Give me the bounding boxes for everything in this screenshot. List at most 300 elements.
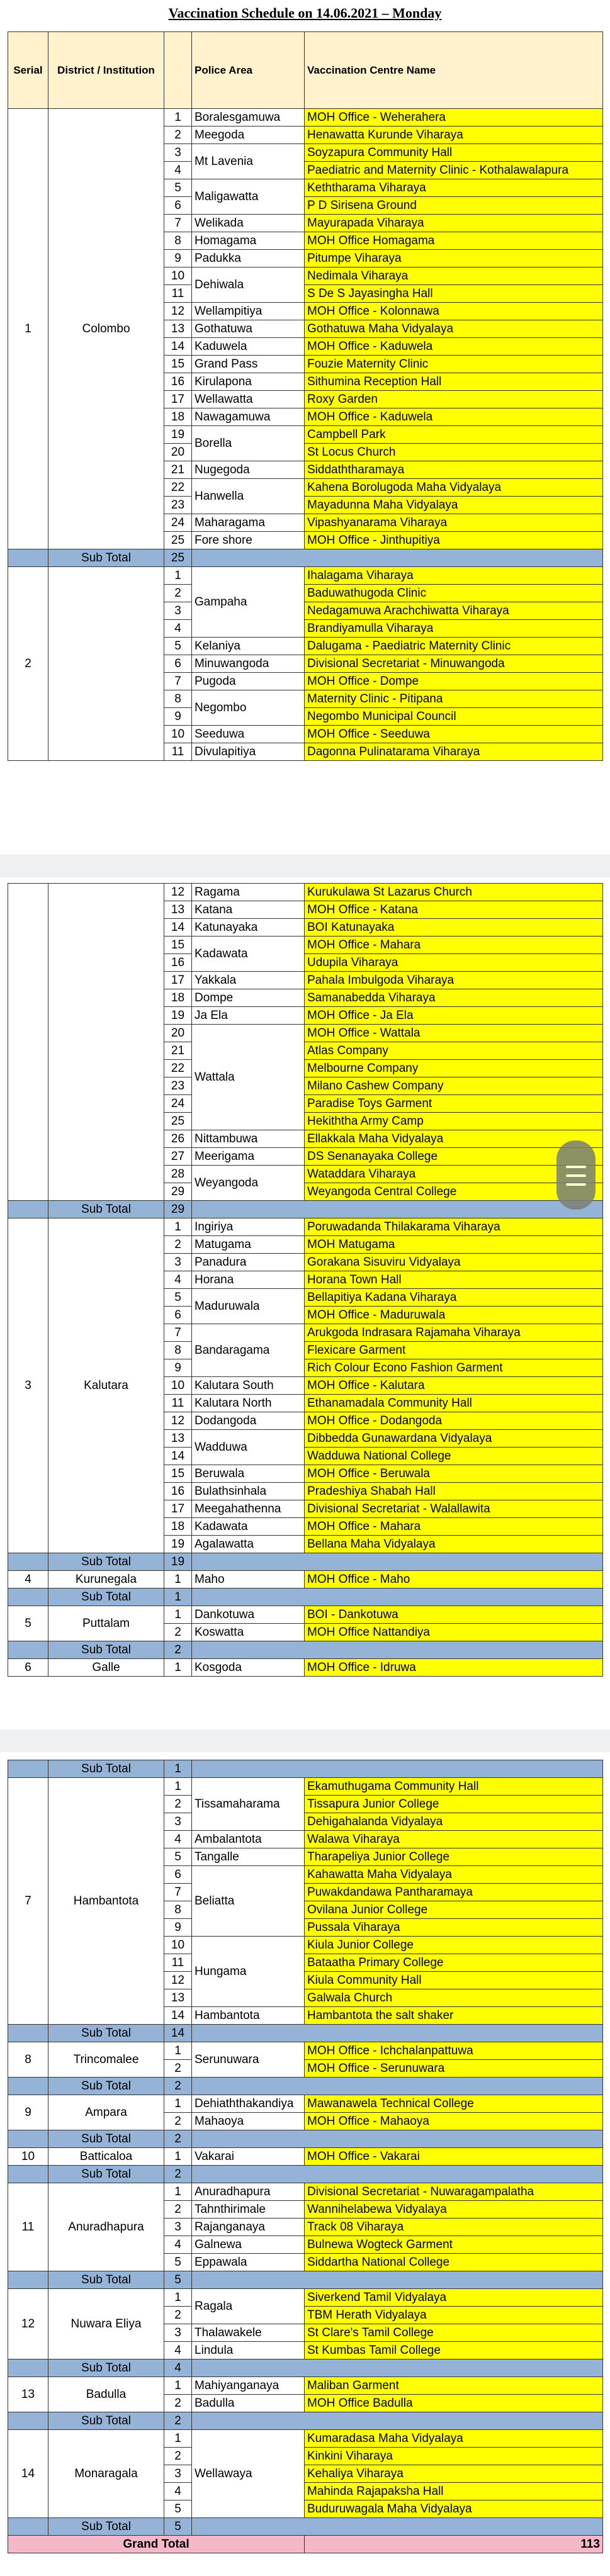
district-cell: Kurunegala [48, 1571, 164, 1589]
police-area-cell: Grand Pass [192, 356, 305, 373]
police-area-cell: Ragama [192, 884, 305, 901]
serial-cell: 12 [8, 2289, 48, 2359]
row-number: 5 [164, 1289, 192, 1307]
vaccination-centre-cell: St Locus Church [305, 444, 603, 461]
vaccination-centre-cell: Dehigahalanda Vidyalaya [305, 1813, 603, 1831]
police-area-cell: Horana [192, 1271, 305, 1289]
row-number: 25 [164, 1113, 192, 1130]
vaccination-centre-cell: MOH Office - Kaduwela [305, 408, 603, 426]
row-number: 11 [164, 1954, 192, 1972]
vaccination-centre-cell: Ellakkala Maha Vidyalaya [305, 1130, 603, 1148]
row-number: 10 [164, 267, 192, 285]
row-number: 27 [164, 1148, 192, 1166]
serial-cell: 7 [8, 1778, 48, 2025]
vaccination-centre-cell: MOH Office Nattandiya [305, 1624, 603, 1641]
subtotal-label: Sub Total [48, 1589, 164, 1606]
police-area-cell: Bandaragama [192, 1324, 305, 1377]
table-row [8, 567, 603, 585]
vaccination-centre-cell: Tissapura Junior College [305, 1796, 603, 1813]
vaccination-centre-cell: Puwakdandawa Pantharamaya [305, 1884, 603, 1901]
vaccination-centre-cell: Bulnewa Wogteck Garment [305, 2236, 603, 2254]
vaccination-centre-cell: TBM Herath Vidyalaya [305, 2307, 603, 2324]
row-number: 16 [164, 1483, 192, 1500]
vaccination-centre-cell: Ihalagama Viharaya [305, 567, 603, 585]
district-cell: Monaragala [48, 2430, 164, 2518]
vaccination-centre-cell: MOH Office - Ja Ela [305, 1007, 603, 1025]
police-area-cell: Kelaniya [192, 638, 305, 655]
row-number: 3 [164, 1813, 192, 1831]
row-number: 1 [164, 2377, 192, 2395]
table-row [8, 1606, 603, 1624]
police-area-cell: Boralesgamuwa [192, 109, 305, 127]
vaccination-centre-cell: Track 08 Viharaya [305, 2219, 603, 2236]
row-number: 9 [164, 1919, 192, 1937]
row-number: 14 [164, 2007, 192, 2025]
police-area-cell: Seeduwa [192, 726, 305, 743]
vaccination-centre-cell: Weyangoda Central College [305, 1183, 603, 1201]
row-number: 24 [164, 1095, 192, 1113]
row-number: 13 [164, 320, 192, 338]
schedule-page-2 [8, 883, 602, 1677]
police-area-cell: Koswatta [192, 1624, 305, 1641]
subtotal-fill [192, 549, 603, 567]
subtotal-label: Sub Total [48, 2025, 164, 2042]
number-header [164, 32, 192, 109]
row-number: 7 [164, 1884, 192, 1901]
subtotal-row [8, 2025, 603, 2042]
row-number: 13 [164, 901, 192, 919]
police-area-cell: Dompe [192, 989, 305, 1007]
table-row [8, 2042, 603, 2060]
row-number: 2 [164, 1796, 192, 1813]
vaccination-centre-cell: MOH Office - Mahaoya [305, 2113, 603, 2130]
vaccination-centre-cell: Mahinda Rajapaksha Hall [305, 2483, 603, 2500]
row-number: 1 [164, 1218, 192, 1236]
subtotal-value: 19 [164, 1553, 192, 1571]
vaccination-centre-cell: Mayadunna Maha Vidyalaya [305, 497, 603, 514]
table-row [8, 2289, 603, 2307]
subtotal-fill [192, 2078, 603, 2095]
row-number: 10 [164, 1937, 192, 1954]
vaccination-centre-cell: MOH Office - Jinthupitiya [305, 532, 603, 549]
row-number: 17 [164, 1500, 192, 1518]
page-gap [0, 1730, 610, 1752]
police-area-cell: Rajanganaya [192, 2219, 305, 2236]
subtotal-fill [192, 1589, 603, 1606]
police-area-cell: Badulla [192, 2395, 305, 2412]
subtotal-blank [8, 2130, 48, 2148]
row-number: 9 [164, 1359, 192, 1377]
row-number: 15 [164, 1465, 192, 1483]
police-area-cell: Mahiyanganaya [192, 2377, 305, 2395]
subtotal-value: 2 [164, 2078, 192, 2095]
police-area-cell: Nawagamuwa [192, 408, 305, 426]
police-area-cell: Eppawala [192, 2254, 305, 2271]
vaccination-centre-cell: MOH Office - Seeduwa [305, 726, 603, 743]
row-number: 3 [164, 602, 192, 620]
district-cell [48, 567, 164, 761]
vaccination-centre-cell: Sithumina Reception Hall [305, 373, 603, 391]
vaccination-centre-cell: Nedimala Viharaya [305, 267, 603, 285]
schedule-table [8, 31, 603, 761]
subtotal-label: Sub Total [48, 1641, 164, 1659]
police-area-cell: Yakkala [192, 972, 305, 989]
subtotal-label: Sub Total [48, 2130, 164, 2148]
row-number: 7 [164, 215, 192, 232]
row-number: 29 [164, 1183, 192, 1201]
vaccination-centre-cell: Udupila Viharaya [305, 954, 603, 972]
table-row [8, 1218, 603, 1236]
row-number: 1 [164, 2183, 192, 2201]
vaccination-centre-cell: Galwala Church [305, 1989, 603, 2007]
row-number: 1 [164, 109, 192, 127]
police-area-cell: Panadura [192, 1254, 305, 1271]
row-number: 17 [164, 972, 192, 989]
vaccination-centre-cell: Pradeshiya Shabah Hall [305, 1483, 603, 1500]
subtotal-blank [8, 1760, 48, 1778]
vaccination-centre-cell: Hambantota the salt shaker [305, 2007, 603, 2025]
schedule-page-1 [8, 31, 602, 761]
police-area-cell: Matugama [192, 1236, 305, 1254]
police-area-cell: Welikada [192, 215, 305, 232]
serial-cell: 10 [8, 2148, 48, 2166]
police-area-cell: Vakarai [192, 2148, 305, 2166]
schedule-page-3 [8, 1760, 602, 2553]
row-number: 1 [164, 2430, 192, 2448]
row-number: 23 [164, 497, 192, 514]
police-area-cell: Galnewa [192, 2236, 305, 2254]
vaccination-centre-cell: Baduwathugoda Clinic [305, 585, 603, 602]
row-number: 4 [164, 2483, 192, 2500]
district-cell: Anuradhapura [48, 2183, 164, 2271]
row-number: 5 [164, 2254, 192, 2271]
page-gap [0, 855, 610, 877]
row-number: 18 [164, 1518, 192, 1536]
police-area-cell: Tangalle [192, 1848, 305, 1866]
vaccination-centre-cell: Pahala Imbulgoda Viharaya [305, 972, 603, 989]
police-area-cell: Divulapitiya [192, 743, 305, 761]
vaccination-centre-cell: Kehaliya Viharaya [305, 2465, 603, 2483]
police-area-cell: Kosgoda [192, 1659, 305, 1677]
subtotal-row [8, 2271, 603, 2289]
police-area-cell: Bulathsinhala [192, 1483, 305, 1500]
grand-total-value: 113 [305, 2536, 603, 2553]
subtotal-fill [192, 2271, 603, 2289]
subtotal-blank [8, 2359, 48, 2377]
row-number: 5 [164, 638, 192, 655]
vaccination-centre-cell: Gorakana Sisuviru Vidyalaya [305, 1254, 603, 1271]
district-cell: Trincomalee [48, 2042, 164, 2078]
serial-header: Serial [8, 32, 48, 109]
vaccination-centre-cell: Rich Colour Econo Fashion Garment [305, 1359, 603, 1377]
subtotal-fill [192, 1553, 603, 1571]
vaccination-centre-cell: Mayurapada Viharaya [305, 215, 603, 232]
vaccination-centre-cell: Milano Cashew Company [305, 1077, 603, 1095]
row-number: 12 [164, 303, 192, 320]
police-area-cell: Ambalantota [192, 1831, 305, 1848]
police-area-cell: Gampaha [192, 567, 305, 638]
subtotal-label: Sub Total [48, 1760, 164, 1778]
subtotal-row [8, 2359, 603, 2377]
scroll-handle[interactable] [556, 1140, 596, 1210]
police-area-cell: Lindula [192, 2342, 305, 2359]
subtotal-blank [8, 2271, 48, 2289]
row-number: 16 [164, 373, 192, 391]
row-number: 7 [164, 673, 192, 690]
district-cell: Ampara [48, 2095, 164, 2130]
row-number: 22 [164, 479, 192, 497]
subtotal-row [8, 1760, 603, 1778]
subtotal-label: Sub Total [48, 1553, 164, 1571]
vaccination-centre-cell: St Clare's Tamil College [305, 2324, 603, 2342]
vaccination-centre-cell: Kumaradasa Maha Vidyalaya [305, 2430, 603, 2448]
subtotal-fill [192, 2166, 603, 2183]
police-area-cell: Gothatuwa [192, 320, 305, 338]
vaccination-centre-cell: MOH Matugama [305, 1236, 603, 1254]
police-area-cell: Hambantota [192, 2007, 305, 2025]
row-number: 11 [164, 285, 192, 303]
subtotal-value: 2 [164, 2412, 192, 2430]
row-number: 9 [164, 708, 192, 726]
row-number: 3 [164, 2465, 192, 2483]
row-number: 14 [164, 338, 192, 356]
vaccination-centre-cell: Fouzie Maternity Clinic [305, 356, 603, 373]
subtotal-fill [192, 2025, 603, 2042]
row-number: 6 [164, 1307, 192, 1324]
vaccination-centre-cell: Maliban Garment [305, 2377, 603, 2395]
vaccination-centre-cell: MOH Office Homagama [305, 232, 603, 250]
row-number: 20 [164, 1025, 192, 1042]
row-number: 6 [164, 197, 192, 215]
vaccination-centre-cell: Horana Town Hall [305, 1271, 603, 1289]
vaccination-centre-cell: MOH Office - Ichchalanpattuwa [305, 2042, 603, 2060]
row-number: 2 [164, 2201, 192, 2219]
subtotal-value: 4 [164, 2359, 192, 2377]
row-number: 4 [164, 2342, 192, 2359]
police-area-cell: Wellawaya [192, 2430, 305, 2518]
serial-cell: 5 [8, 1606, 48, 1641]
vaccination-centre-cell: Soyzapura Community Hall [305, 144, 603, 162]
subtotal-blank [8, 2166, 48, 2183]
vaccination-centre-cell: MOH Office - Beruwala [305, 1465, 603, 1483]
row-number: 5 [164, 1848, 192, 1866]
row-number: 4 [164, 620, 192, 638]
vaccination-centre-cell: Wataddara Viharaya [305, 1166, 603, 1183]
vaccination-centre-cell: Keththarama Viharaya [305, 179, 603, 197]
row-number: 13 [164, 1430, 192, 1448]
police-area-cell: Kalutara North [192, 1395, 305, 1412]
vaccination-centre-cell: Siverkend Tamil Vidyalaya [305, 2289, 603, 2307]
row-number: 6 [164, 1866, 192, 1884]
vaccination-centre-cell: Paediatric and Maternity Clinic - Kothalawalapura [305, 162, 603, 179]
vaccination-centre-cell: MOH Office - Idruwa [305, 1659, 603, 1677]
subtotal-label: Sub Total [48, 2078, 164, 2095]
police-area-cell: Ja Ela [192, 1007, 305, 1025]
police-area-cell: Dehiwala [192, 267, 305, 303]
table-row [8, 2148, 603, 2166]
row-number: 2 [164, 2448, 192, 2465]
vaccination-centre-cell: Kahena Borolugoda Maha Vidyalaya [305, 479, 603, 497]
vaccination-centre-cell: Campbell Park [305, 426, 603, 444]
subtotal-blank [8, 1589, 48, 1606]
table-row [8, 1571, 603, 1589]
vaccination-centre-cell: MOH Office - Vakarai [305, 2148, 603, 2166]
row-number: 1 [164, 2289, 192, 2307]
subtotal-value: 2 [164, 1641, 192, 1659]
row-number: 5 [164, 179, 192, 197]
police-area-cell: Dehiaththakandiya [192, 2095, 305, 2113]
row-number: 11 [164, 1395, 192, 1412]
vaccination-centre-cell: Walawa Viharaya [305, 1831, 603, 1848]
row-number: 14 [164, 1448, 192, 1465]
row-number: 2 [164, 2395, 192, 2412]
subtotal-value: 2 [164, 2166, 192, 2183]
police-area-cell: Kadawata [192, 936, 305, 972]
row-number: 22 [164, 1060, 192, 1077]
vaccination-centre-cell: MOH Office - Kaduwela [305, 338, 603, 356]
subtotal-label: Sub Total [48, 2166, 164, 2183]
centre-header: Vaccination Centre Name [305, 32, 603, 109]
vaccination-centre-cell: MOH Office - Serunuwara [305, 2060, 603, 2078]
vaccination-centre-cell: Arukgoda Indrasara Rajamaha Viharaya [305, 1324, 603, 1342]
vaccination-centre-cell: Gothatuwa Maha Vidyalaya [305, 320, 603, 338]
table-row [8, 2095, 603, 2113]
row-number: 26 [164, 1130, 192, 1148]
row-number: 1 [164, 2095, 192, 2113]
row-number: 2 [164, 585, 192, 602]
grand-total-row [8, 2536, 603, 2553]
subtotal-row [8, 1553, 603, 1571]
vaccination-centre-cell: Bataatha Primary College [305, 1954, 603, 1972]
police-area-cell: Ragala [192, 2289, 305, 2324]
row-number: 19 [164, 1536, 192, 1553]
vaccination-centre-cell: Negombo Municipal Council [305, 708, 603, 726]
subtotal-row [8, 549, 603, 567]
vaccination-centre-cell: Divisional Secretariat - Nuwaragampalatha [305, 2183, 603, 2201]
row-number: 3 [164, 144, 192, 162]
subtotal-fill [192, 1201, 603, 1218]
police-area-cell: Kaduwela [192, 338, 305, 356]
row-number: 12 [164, 1412, 192, 1430]
police-area-cell: Dodangoda [192, 1412, 305, 1430]
vaccination-centre-cell: Kurukulawa St Lazarus Church [305, 884, 603, 901]
district-cell [48, 884, 164, 1201]
table-row [8, 2183, 603, 2201]
grand-total-label: Grand Total [8, 2536, 305, 2553]
vaccination-centre-cell: Brandiyamulla Viharaya [305, 620, 603, 638]
subtotal-fill [192, 2359, 603, 2377]
vaccination-centre-cell: Pitumpe Viharaya [305, 250, 603, 267]
row-number: 15 [164, 356, 192, 373]
row-number: 4 [164, 1271, 192, 1289]
vaccination-centre-cell: Flexicare Garment [305, 1342, 603, 1359]
vaccination-centre-cell: Poruwadanda Thilakarama Viharaya [305, 1218, 603, 1236]
row-number: 1 [164, 2042, 192, 2060]
row-number: 18 [164, 989, 192, 1007]
serial-cell: 13 [8, 2377, 48, 2412]
police-area-cell: Maho [192, 1571, 305, 1589]
police-area-cell: Dankotuwa [192, 1606, 305, 1624]
vaccination-centre-cell: Kiula Community Hall [305, 1972, 603, 1989]
vaccination-centre-cell: MOH Office - Dodangoda [305, 1412, 603, 1430]
police-area-cell: Wattala [192, 1025, 305, 1130]
row-number: 7 [164, 1324, 192, 1342]
serial-cell [8, 884, 48, 1201]
serial-cell: 6 [8, 1659, 48, 1677]
police-area-cell: Kadawata [192, 1518, 305, 1536]
vaccination-centre-cell: DS Senanayaka College [305, 1148, 603, 1166]
police-area-cell: Fore shore [192, 532, 305, 549]
serial-cell: 14 [8, 2430, 48, 2518]
table-row [8, 1659, 603, 1677]
subtotal-label: Sub Total [48, 549, 164, 567]
row-number: 16 [164, 954, 192, 972]
subtotal-row [8, 2518, 603, 2536]
police-area-cell: Anuradhapura [192, 2183, 305, 2201]
row-number: 6 [164, 655, 192, 673]
row-number: 9 [164, 250, 192, 267]
row-number: 5 [164, 2500, 192, 2518]
vaccination-centre-cell: Dalugama - Paediatric Maternity Clinic [305, 638, 603, 655]
police-area-cell: Agalawatta [192, 1536, 305, 1553]
subtotal-row [8, 1201, 603, 1218]
vaccination-centre-cell: Kahawatta Maha Vidyalaya [305, 1866, 603, 1884]
subtotal-value: 25 [164, 549, 192, 567]
police-area-cell: Tissamaharama [192, 1778, 305, 1831]
police-area-cell: Minuwangoda [192, 655, 305, 673]
vaccination-centre-cell: Atlas Company [305, 1042, 603, 1060]
vaccination-centre-cell: MOH Office - Maduruwala [305, 1307, 603, 1324]
police-area-cell: Wadduwa [192, 1430, 305, 1465]
subtotal-label: Sub Total [48, 1201, 164, 1218]
row-number: 2 [164, 1624, 192, 1641]
subtotal-label: Sub Total [48, 2271, 164, 2289]
header-row [8, 32, 603, 109]
vaccination-centre-cell: Divisional Secretariat - Minuwangoda [305, 655, 603, 673]
vaccination-centre-cell: MOH Office - Maho [305, 1571, 603, 1589]
row-number: 24 [164, 514, 192, 532]
vaccination-centre-cell: Melbourne Company [305, 1060, 603, 1077]
subtotal-blank [8, 2518, 48, 2536]
vaccination-centre-cell: Siddaththaramaya [305, 461, 603, 479]
subtotal-blank [8, 2412, 48, 2430]
subtotal-value: 5 [164, 2518, 192, 2536]
district-cell: Galle [48, 1659, 164, 1677]
police-area-cell: Maduruwala [192, 1289, 305, 1324]
vaccination-centre-cell: Wadduwa National College [305, 1448, 603, 1465]
vaccination-centre-cell: BOI Katunayaka [305, 919, 603, 936]
vaccination-centre-cell: Hekiththa Army Camp [305, 1113, 603, 1130]
subtotal-value: 14 [164, 2025, 192, 2042]
police-area-cell: Ingiriya [192, 1218, 305, 1236]
row-number: 2 [164, 1236, 192, 1254]
row-number: 3 [164, 1254, 192, 1271]
row-number: 10 [164, 1377, 192, 1395]
row-number: 19 [164, 1007, 192, 1025]
table-row [8, 1778, 603, 1796]
subtotal-value: 1 [164, 1589, 192, 1606]
police-area-cell: Borella [192, 426, 305, 461]
vaccination-centre-cell: Buduruwagala Maha Vidyalaya [305, 2500, 603, 2518]
police-area-cell: Maligawatta [192, 179, 305, 215]
subtotal-blank [8, 1641, 48, 1659]
vaccination-centre-cell: Samanabedda Viharaya [305, 989, 603, 1007]
serial-cell: 8 [8, 2042, 48, 2078]
subtotal-blank [8, 2025, 48, 2042]
table-row [8, 884, 603, 901]
subtotal-row [8, 1641, 603, 1659]
police-area-cell: Beliatta [192, 1866, 305, 1937]
